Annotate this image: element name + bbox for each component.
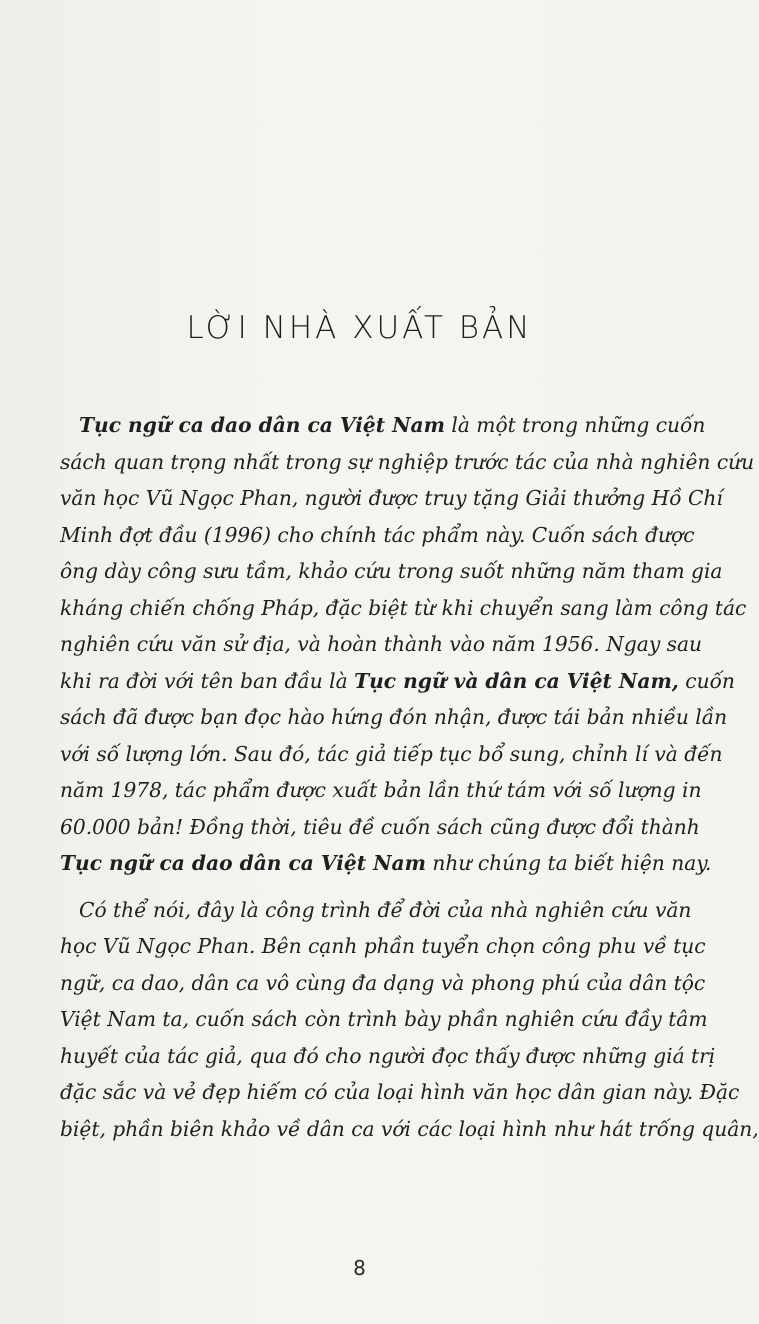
paragraph-1-line — [60, 663, 735, 700]
paragraph-2-line: biệt, phần biên khảo về dân ca với các loại hình như hát trống quân, — [60, 1116, 759, 1141]
paragraph-2-line: huyết của tác giả, qua đó cho người đọc thấy được những giá trị — [60, 1043, 716, 1068]
page-number: 8 — [353, 1256, 366, 1280]
paragraph-1-line: năm 1978, tác phẩm được xuất bản lần thứ tám với số lượng in — [60, 778, 702, 802]
paragraph-1-line: 60.000 bản! Đồng thời, tiêu đề cuốn sách cũng được đổi thành — [60, 814, 700, 839]
text-segment: khi ra đời với tên ban đầu là — [60, 668, 355, 693]
paragraph-1-line: văn học Vũ Ngọc Phan, người được truy tặng Giải thưởng Hồ Chí — [60, 486, 723, 510]
paragraph-2-line: Có thể nói, đây là công trình để đời của nhà nghiên cứu văn — [79, 897, 692, 922]
paragraph-1-line: sách quan trọng nhất trong sự nghiệp trước tác của nhà nghiên cứu — [60, 449, 755, 474]
original-title-bold: Tục ngữ và dân ca Việt Nam, — [354, 668, 679, 693]
page-title: LỜI NHÀ XUẤT BẢN — [186, 310, 533, 346]
book-title-bold: Tục ngữ ca dao dân ca Việt Nam — [79, 413, 445, 437]
paragraph-1-line: kháng chiến chống Pháp, đặc biệt từ khi chuyển sang làm công tác — [60, 595, 747, 620]
text-segment: như chúng ta biết hiện nay. — [425, 851, 712, 875]
paragraph-1-line: với số lượng lớn. Sau đó, tác giả tiếp tục bổ sung, chỉnh lí và đến — [60, 741, 723, 766]
book-title-bold: Tục ngữ ca dao dân ca Việt Nam — [60, 851, 426, 875]
body-text — [60, 407, 759, 1147]
paragraph-1-line: sách đã được bạn đọc hào hứng đón nhận, được tái bản nhiều lần — [60, 705, 728, 729]
paragraph-1-line: nghiên cứu văn sử địa, và hoàn thành vào năm 1956. Ngay sau — [60, 632, 703, 656]
paragraph-gap — [60, 882, 697, 892]
text-segment: cuốn — [678, 668, 735, 693]
paragraph-2-line: Việt Nam ta, cuốn sách còn trình bày phần nghiên cứu đầy tâm — [60, 1007, 708, 1031]
text-segment: là một trong những cuốn — [444, 413, 706, 437]
paragraph-2-line: đặc sắc và vẻ đẹp hiếm có của loại hình văn học dân gian này. Đặc — [60, 1080, 740, 1104]
paragraph-1-line — [60, 407, 706, 444]
paragraph-2-line: ngữ, ca dao, dân ca vô cùng đa dạng và phong phú của dân tộc — [60, 970, 706, 995]
paragraph-1-line — [60, 845, 712, 882]
paragraph-1-line: ông dày công sưu tầm, khảo cứu trong suốt những năm tham gia — [60, 559, 723, 583]
paragraph-2-line: học Vũ Ngọc Phan. Bên cạnh phần tuyển chọn công phu về tục — [60, 934, 706, 958]
paragraph-1-line: Minh đợt đầu (1996) cho chính tác phẩm này. Cuốn sách được — [60, 522, 695, 547]
